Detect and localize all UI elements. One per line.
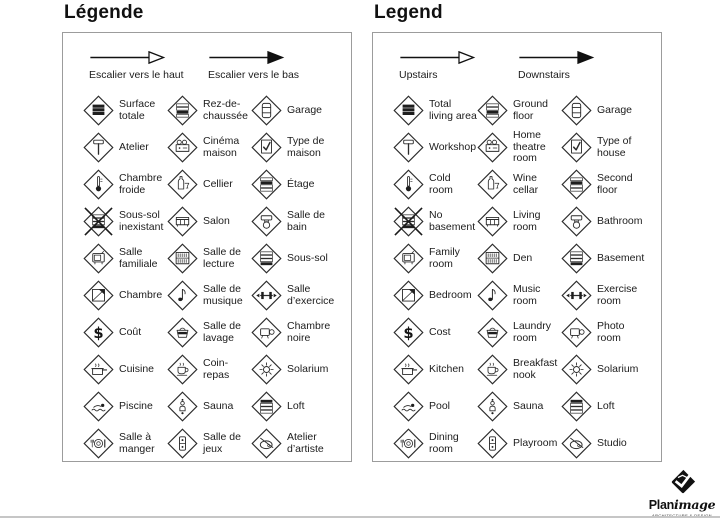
second-floor-icon — [251, 169, 282, 200]
stair-arrows — [89, 50, 351, 81]
solarium-icon — [251, 354, 282, 385]
legend-item-label: Salle familiale — [119, 245, 158, 270]
photo-room-icon — [561, 317, 592, 348]
legend-item-label: Laundry room — [513, 319, 551, 344]
legend-item-label: Second floor — [597, 171, 633, 196]
legend-item — [393, 280, 477, 311]
legend-item-label: Étage — [287, 177, 315, 190]
logo-plan-text: Plan — [648, 498, 674, 512]
legend-item — [477, 243, 561, 274]
logo-wordmark — [649, 498, 715, 512]
legend-item-label: Loft — [597, 399, 615, 412]
legend-item — [167, 428, 251, 459]
legend-item — [251, 391, 339, 422]
legend-item — [83, 428, 167, 459]
legend-item — [393, 206, 477, 237]
legend-item — [393, 317, 477, 348]
legend-item-label: Piscine — [119, 399, 153, 412]
legend-item — [251, 206, 339, 237]
legend-item-label: Photo room — [597, 319, 625, 344]
legend-item — [561, 206, 649, 237]
legend-item — [477, 206, 561, 237]
legend-item-label: Basement — [597, 251, 645, 264]
family-room-icon — [83, 243, 114, 274]
legend-item-label: Solarium — [287, 362, 329, 375]
playroom-icon — [167, 428, 198, 459]
legend-item — [83, 317, 167, 348]
cost-icon — [393, 317, 424, 348]
legend-item-label: Cinéma maison — [203, 134, 240, 159]
legend-item-label: Type of house — [597, 134, 632, 159]
bathroom-icon — [251, 206, 282, 237]
stair-arrows — [399, 50, 661, 81]
kitchen-icon — [83, 354, 114, 385]
legend-item — [477, 95, 561, 126]
dining-room-icon — [83, 428, 114, 459]
legend-item-label: Surface totale — [119, 97, 156, 122]
svg-text:$: $ — [93, 324, 104, 342]
legend-item — [477, 428, 561, 459]
legend-item-label: Cellier — [203, 177, 233, 190]
legend-panel-fr — [62, 2, 354, 462]
legend-item — [251, 428, 339, 459]
legend-item-label: Pool — [429, 399, 451, 412]
exercise-room-icon — [561, 280, 592, 311]
pool-icon — [83, 391, 114, 422]
home-theatre-icon — [477, 132, 508, 163]
legend-item-label: Chambre noire — [287, 319, 331, 344]
legend-item-label: Salle de lecture — [203, 245, 241, 270]
legend-item — [83, 280, 167, 311]
kitchen-icon — [393, 354, 424, 385]
legend-item-label: Salle de lavage — [203, 319, 241, 344]
legend-item — [251, 280, 339, 311]
wine-cellar-icon — [477, 169, 508, 200]
legend-item — [83, 243, 167, 274]
svg-text:$: $ — [403, 324, 414, 342]
sauna-icon — [167, 391, 198, 422]
legend-item — [167, 243, 251, 274]
arrow-label: Escalier vers le bas — [208, 69, 300, 81]
legend-item — [561, 354, 649, 385]
legend-item-label: Salle de bain — [287, 208, 325, 233]
legend-item-label: Loft — [287, 399, 305, 412]
outline-arrow-icon — [399, 50, 518, 65]
legend-item-label: Sauna — [513, 399, 544, 412]
legend-grid — [83, 92, 351, 462]
upstairs-arrow — [399, 50, 518, 81]
legend-item — [251, 169, 339, 200]
legend-item-label: Bedroom — [429, 288, 472, 301]
legend-item — [167, 132, 251, 163]
workshop-icon — [393, 132, 424, 163]
ground-floor-icon — [477, 95, 508, 126]
laundry-room-icon — [477, 317, 508, 348]
legend-item-label: Music room — [513, 282, 541, 307]
legend-item-label: No basement — [429, 208, 476, 233]
home-theatre-icon — [167, 132, 198, 163]
legend-item-label: Breakfast nook — [513, 356, 558, 381]
legend-item — [393, 169, 477, 200]
legend-item-label: Workshop — [429, 140, 477, 153]
legend-item — [393, 354, 477, 385]
legend-item-label: Bathroom — [597, 214, 643, 227]
legend-item-label: Cold room — [429, 171, 453, 196]
legend-item — [251, 243, 339, 274]
logo-image-text: image — [673, 497, 716, 512]
legend-item — [251, 317, 339, 348]
legend-item-label: Garage — [287, 103, 323, 116]
legend-item — [167, 317, 251, 348]
legend-item — [83, 206, 167, 237]
dining-room-icon — [393, 428, 424, 459]
legend-item-label: Total living area — [429, 97, 477, 122]
panel-box — [62, 32, 352, 462]
legend-item — [561, 428, 649, 459]
legend-item — [477, 317, 561, 348]
family-room-icon — [393, 243, 424, 274]
legend-item — [561, 95, 649, 126]
exercise-room-icon — [251, 280, 282, 311]
legend-item-label: Sauna — [203, 399, 234, 412]
second-floor-icon — [561, 169, 592, 200]
legend-item — [83, 169, 167, 200]
total-area-icon — [83, 95, 114, 126]
legend-item — [83, 391, 167, 422]
outline-arrow-icon — [89, 50, 208, 65]
legend-item-label: Family room — [429, 245, 460, 270]
bedroom-icon — [83, 280, 114, 311]
legend-item — [393, 95, 477, 126]
cost-icon — [83, 317, 114, 348]
page-bottom-rule — [0, 516, 720, 518]
legend-item — [561, 169, 649, 200]
solarium-icon — [561, 354, 592, 385]
legend-item-label: Garage — [597, 103, 633, 116]
legend-item — [561, 243, 649, 274]
legend-item-label: Salle de musique — [203, 282, 243, 307]
basement-icon — [251, 243, 282, 274]
legend-panel-en — [372, 2, 664, 462]
legend-item-label: Living room — [513, 208, 541, 233]
legend-item — [393, 391, 477, 422]
music-room-icon — [167, 280, 198, 311]
legend-item — [83, 95, 167, 126]
legend-item-label: Sous-sol — [287, 251, 328, 264]
panel-title: Legend — [374, 2, 443, 23]
legend-item — [83, 132, 167, 163]
legend-item — [561, 317, 649, 348]
arrow-label: Downstairs — [518, 69, 570, 81]
legend-item-label: Exercise room — [597, 282, 638, 307]
legend-item — [83, 354, 167, 385]
legend-item-label: Playroom — [513, 436, 558, 449]
playroom-icon — [477, 428, 508, 459]
legend-item — [167, 391, 251, 422]
panel-box — [372, 32, 662, 462]
studio-icon — [561, 428, 592, 459]
legend-item — [393, 132, 477, 163]
breakfast-nook-icon — [477, 354, 508, 385]
wine-cellar-icon — [167, 169, 198, 200]
planimage-diamond-icon — [669, 469, 696, 496]
ground-floor-icon — [167, 95, 198, 126]
panel-title: Légende — [64, 2, 144, 23]
pool-icon — [393, 391, 424, 422]
legend-item-label: Type de maison — [287, 134, 325, 159]
legend-item-label: Chambre froide — [119, 171, 163, 196]
legend-item-label: Sous-sol inexistant — [119, 208, 164, 233]
living-room-icon — [167, 206, 198, 237]
legend-item-label: Chambre — [119, 288, 163, 301]
legend-item — [393, 428, 477, 459]
house-type-icon — [561, 132, 592, 163]
legend-item-label: Coût — [119, 325, 142, 338]
legend-item — [251, 354, 339, 385]
filled-arrow-icon — [518, 50, 598, 65]
legend-item — [167, 206, 251, 237]
garage-icon — [561, 95, 592, 126]
legend-item — [393, 243, 477, 274]
legend-item-label: Den — [513, 251, 533, 264]
legend-item-label: Solarium — [597, 362, 639, 375]
legend-item-label: Cost — [429, 325, 451, 338]
upstairs-arrow — [89, 50, 208, 81]
living-room-icon — [477, 206, 508, 237]
legend-item — [477, 169, 561, 200]
legend-item-label: Coin-repas — [203, 356, 230, 381]
arrow-label: Upstairs — [399, 69, 438, 81]
legend-item — [561, 391, 649, 422]
legend-item-label: Salle à manger — [119, 430, 155, 455]
loft-icon — [251, 391, 282, 422]
legend-item — [167, 280, 251, 311]
legend-item-label: Home theatre room — [513, 128, 546, 165]
sauna-icon — [477, 391, 508, 422]
legend-item — [251, 132, 339, 163]
legend-item-label: Rez-de-chaussée — [203, 97, 248, 122]
total-area-icon — [393, 95, 424, 126]
legend-item-label: Wine cellar — [513, 171, 539, 196]
den-icon — [477, 243, 508, 274]
house-type-icon — [251, 132, 282, 163]
photo-room-icon — [251, 317, 282, 348]
legend-item — [477, 354, 561, 385]
legend-item — [167, 354, 251, 385]
no-basement-icon — [83, 206, 114, 237]
legend-item — [477, 391, 561, 422]
legend-item — [477, 130, 561, 165]
arrow-label: Escalier vers le haut — [89, 69, 184, 81]
legend-item-label: Kitchen — [429, 362, 465, 375]
laundry-room-icon — [167, 317, 198, 348]
legend-grid — [393, 92, 661, 462]
cold-room-icon — [83, 169, 114, 200]
bathroom-icon — [561, 206, 592, 237]
legend-item-label: Salle d’exercice — [287, 282, 335, 307]
legend-item — [167, 169, 251, 200]
downstairs-arrow — [208, 50, 299, 81]
basement-icon — [561, 243, 592, 274]
legend-item-label: Salle de jeux — [203, 430, 241, 455]
bedroom-icon — [393, 280, 424, 311]
legend-item-label: Atelier — [119, 140, 149, 153]
downstairs-arrow — [518, 50, 598, 81]
garage-icon — [251, 95, 282, 126]
legend-item — [561, 280, 649, 311]
planimage-logo — [646, 469, 718, 518]
breakfast-nook-icon — [167, 354, 198, 385]
workshop-icon — [83, 132, 114, 163]
legend-item-label: Dining room — [429, 430, 459, 455]
legend-item-label: Atelier d’artiste — [287, 430, 324, 455]
legend-item — [167, 95, 251, 126]
legend-item — [561, 132, 649, 163]
loft-icon — [561, 391, 592, 422]
legend-item-label: Ground floor — [513, 97, 549, 122]
legend-item-label: Cuisine — [119, 362, 155, 375]
cold-room-icon — [393, 169, 424, 200]
legend-item-label: Studio — [597, 436, 627, 449]
den-icon — [167, 243, 198, 274]
no-basement-icon — [393, 206, 424, 237]
studio-icon — [251, 428, 282, 459]
legend-item — [477, 280, 561, 311]
legend-item-label: Salon — [203, 214, 230, 227]
filled-arrow-icon — [208, 50, 299, 65]
legend-item — [251, 95, 339, 126]
music-room-icon — [477, 280, 508, 311]
